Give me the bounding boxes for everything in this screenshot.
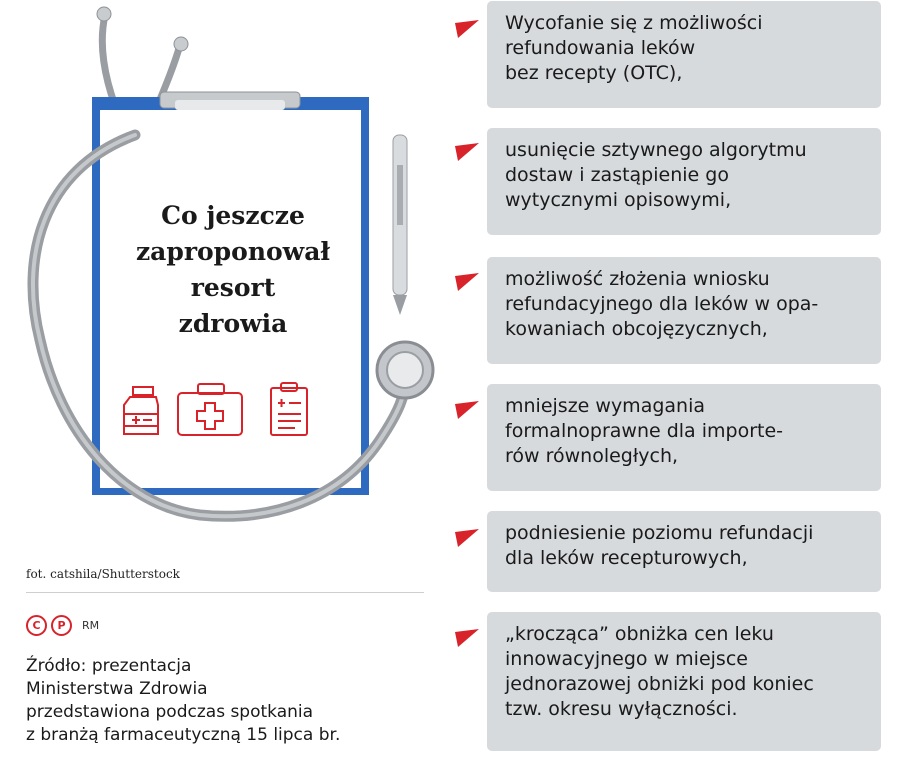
pen <box>393 135 407 315</box>
rights-label: RM <box>82 619 100 632</box>
proposal-line: innowacyjnego w miejsce <box>505 648 748 670</box>
title-line: zaproponował <box>135 237 331 266</box>
proposal-line: bez recepty (OTC), <box>505 62 683 84</box>
proposal-line: kowaniach obcojęzycznych, <box>505 318 768 340</box>
proposal-box <box>487 511 881 592</box>
proposal-box <box>487 384 881 491</box>
copyright-icon: C <box>26 615 47 636</box>
proposal-line: „krocząca” obniżka cen leku <box>505 623 774 645</box>
clipboard-title <box>108 198 358 342</box>
proposal-line: mniejsze wymagania <box>505 395 706 417</box>
proposal-line: dostaw i zastąpienie go <box>505 164 729 186</box>
red-triangle-marker-icon <box>455 20 479 38</box>
proposal-line: rów równoległych, <box>505 445 679 467</box>
source-line: Ministerstwa Zdrowia <box>26 679 208 699</box>
rights-badges <box>26 615 99 636</box>
red-triangle-marker-icon <box>455 143 479 161</box>
proposal-box <box>487 257 881 364</box>
proposal-line: Wycofanie się z możliwości <box>505 12 763 34</box>
red-triangle-marker-icon <box>455 629 479 647</box>
red-triangle-marker-icon <box>455 529 479 547</box>
proposal-line: jednorazowej obniżki pod koniec <box>505 673 814 695</box>
source-line: Źródło: prezentacja <box>26 656 192 676</box>
red-triangle-marker-icon <box>455 401 479 419</box>
proposal-line: refundacyjnego dla leków w opa- <box>505 293 819 315</box>
proposal-box <box>487 128 881 235</box>
red-triangle-marker-icon <box>455 273 479 291</box>
proposal-line: refundowania leków <box>505 37 696 59</box>
proposal-line: wytycznymi opisowymi, <box>505 189 732 211</box>
proposal-line: podniesienie poziomu refundacji <box>505 522 814 544</box>
proposal-line: usunięcie sztywnego algorytmu <box>505 139 807 161</box>
proposal-line: dla leków recepturowych, <box>505 547 748 569</box>
source-line: przedstawiona podczas spotkania <box>26 702 314 722</box>
title-line: Co jeszcze <box>161 201 305 230</box>
proposal-line: możliwość złożenia wniosku <box>505 268 770 290</box>
source-note <box>26 655 426 747</box>
proposal-line: tzw. okresu wyłączności. <box>505 698 738 720</box>
photo-credit: fot. catshila/Shutterstock <box>26 567 180 581</box>
left-panel <box>0 0 440 760</box>
title-line: zdrowia <box>178 309 288 338</box>
title-line: resort <box>190 273 276 302</box>
proposal-box <box>487 612 881 751</box>
divider <box>26 592 424 593</box>
proposal-line: formalnoprawne dla importe- <box>505 420 784 442</box>
proposal-box <box>487 1 881 108</box>
source-line: z branżą farmaceutyczną 15 lipca br. <box>26 725 341 745</box>
press-rights-icon: P <box>51 615 72 636</box>
